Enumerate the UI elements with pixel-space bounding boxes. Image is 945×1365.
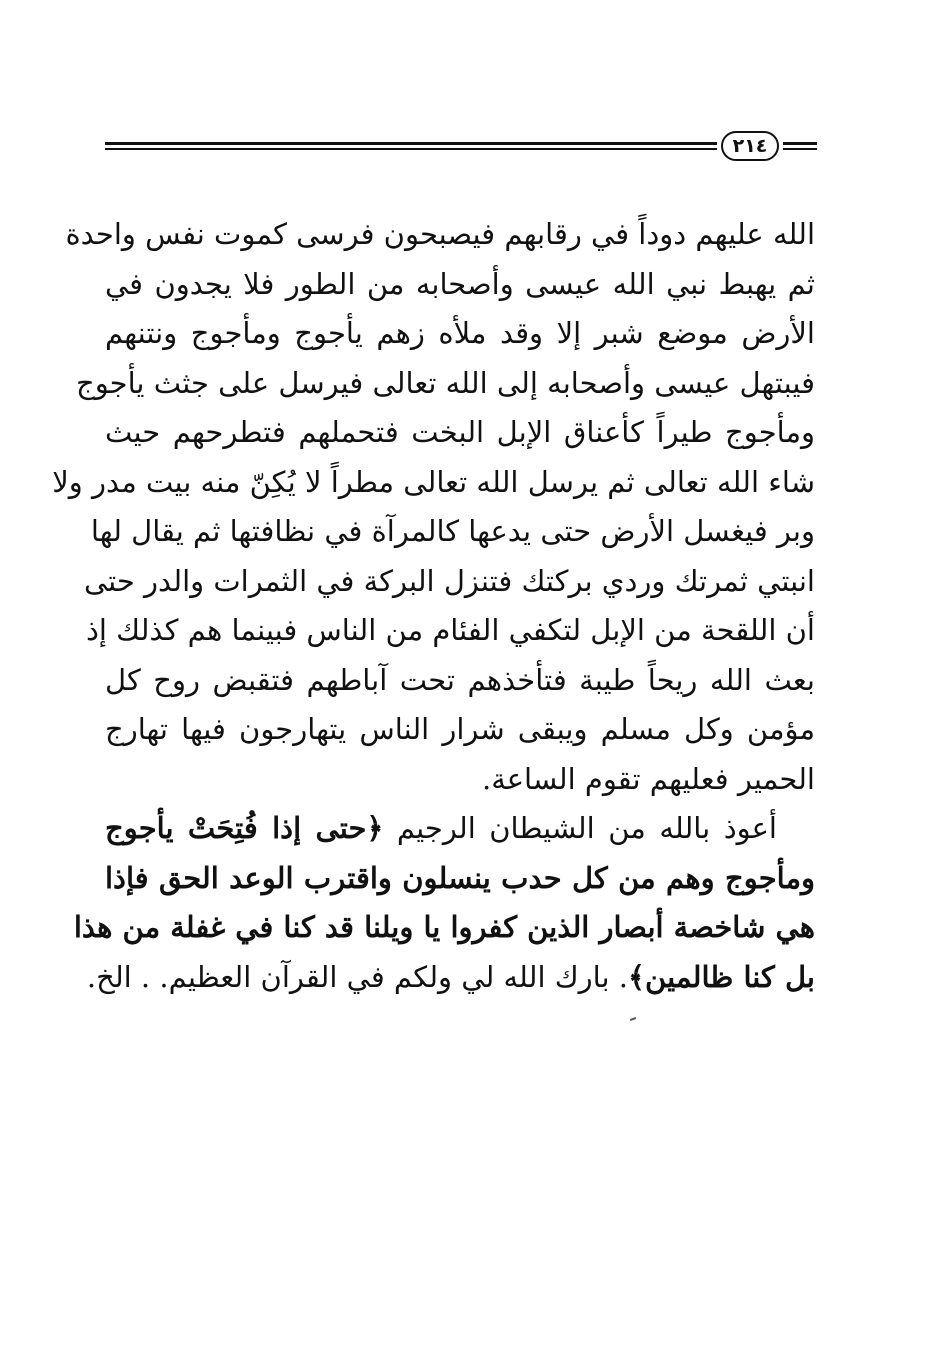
text-line: مؤمن وكل مسلم ويبقى شرار الناس يتهارجون فيها تهارج: [105, 712, 815, 746]
page-number: ٢١٤: [721, 131, 779, 161]
text-line: انبتي ثمرتك وردي بركتك فتنزل البركة في الثمرات والدر حتى: [83, 563, 815, 598]
quran-verse-start: ﴿حتى إذا فُتِحَتْ يأجوج: [105, 811, 384, 845]
text-line: وبر فيغسل الأرض حتى يدعها كالمرآة في نظافتها ثم يقال لها: [90, 514, 815, 548]
header-rule-long: [105, 142, 717, 145]
closing-text: . بارك الله لي ولكم في القرآن العظيم. . الخ.: [86, 959, 629, 994]
text-line: فيبتهل عيسى وأصحابه إلى الله تعالى فيرسل على جثث يأجوج: [75, 365, 815, 400]
verse-line: [105, 804, 815, 854]
verse-line: هي شاخصة أبصار الذين كفروا يا ويلنا قد كنا في غفلة من هذا: [73, 910, 815, 944]
header-rule-short-thin: [783, 148, 817, 150]
text-line: أن اللقحة من الإبل لتكفي الفئام من الناس فبينما هم كذلك إذ: [85, 613, 815, 647]
stray-ink-mark: [630, 1017, 636, 1021]
text-line: الأرض موضع شبر إلا وقد ملأه زهم يأجوج ومأجوج ونتنهم: [105, 316, 815, 350]
header-rule-long-thin: [105, 148, 717, 150]
body-text: [52, 210, 815, 1002]
text-line: ومأجوج طيراً كأعناق الإبل البخت فتحملهم فتطرحهم حيث: [105, 415, 815, 449]
text-line: الحمير فعليهم تقوم الساعة.: [481, 761, 815, 796]
text-line: ثم يهبط نبي الله عيسى وأصحابه من الطور فلا يجدون في: [105, 266, 815, 301]
text-line: الله عليهم دوداً في رقابهم فيصبحون فرسى كموت نفس واحدة: [65, 217, 815, 251]
header-rule-short: [783, 142, 817, 145]
verse-line: [86, 953, 815, 1003]
verse-line: ومأجوج وهم من كل حدب ينسلون واقترب الوعد الحق فإذا: [105, 860, 815, 895]
page-header: [105, 130, 817, 166]
text-line: شاء الله تعالى ثم يرسل الله تعالى مطراً لا يُكِنّ منه بيت مدر ولا: [52, 464, 815, 499]
isti-adha-text: أعوذ بالله من الشيطان الرجيم: [383, 811, 777, 845]
quran-verse-end: بل كنا ظالمين﴾: [628, 959, 815, 994]
text-line: بعث الله ريحاً طيبة فتأخذهم تحت آباطهم فتقبض روح كل: [105, 662, 815, 697]
